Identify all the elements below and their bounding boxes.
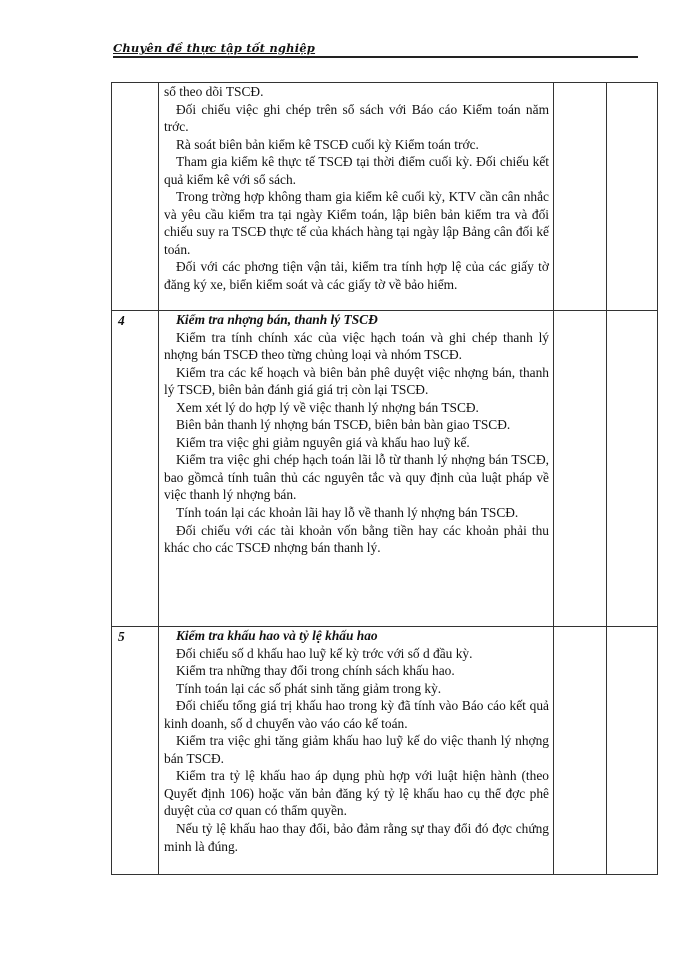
section-title: Kiểm tra nhợng bán, thanh lý TSCĐ (176, 312, 378, 327)
table-row (112, 83, 658, 311)
paragraph: Kiểm tra tính chính xác của việc hạch toán và ghi chép thanh lý nhợng bán TSCĐ theo từng chủng loại và nhóm TSCĐ. (164, 329, 549, 363)
paragraph: Kiểm tra việc ghi tăng giảm khấu hao luỹ kế do việc thanh lý nhợng bán TSCĐ. (164, 733, 549, 766)
paragraph: Trong trờng hợp không tham gia kiểm kê cuối kỳ, KTV cần cân nhắc và yêu cầu kiểm tra tại ngày Kiểm toán, lập biên bản kiểm tra và đối chiếu suy ra TSCĐ thực tế của khách hàng tại ngày lập Bảng cân đối kế toán. (164, 189, 549, 257)
paragraph: Đối chiếu số d khấu hao luỹ kế kỳ trớc với số d đầu kỳ. (176, 645, 473, 661)
paragraph: Kiểm tra các kế hoạch và biên bản phê duyệt việc nhợng bán, thanh lý TSCĐ, biên bản đánh giá giá trị còn lại TSCĐ. (164, 364, 549, 398)
row-content (159, 83, 554, 311)
section-title: Kiểm tra khấu hao và tỷ lệ khấu hao (176, 628, 378, 643)
empty-cell (554, 83, 607, 311)
paragraph: Đối chiếu tổng giá trị khấu hao trong kỳ đã tính vào Báo cáo kết quả kinh doanh, số d chuyển vào váo cáo kế toán. (164, 698, 549, 731)
empty-cell (607, 627, 658, 875)
empty-cell (607, 83, 658, 311)
audit-procedures-table (111, 82, 658, 875)
paragraph: Kiểm tra việc ghi chép hạch toán lãi lỗ từ thanh lý nhợng bán TSCĐ, bao gồmcả tính tuân thủ các nguyên tắc và quy định của luật pháp về việc thanh lý nhợng bán. (164, 452, 549, 503)
paragraph: Xem xét lý do hợp lý về việc thanh lý nhợng bán TSCĐ. (176, 399, 479, 415)
empty-cell (607, 311, 658, 627)
paragraph: sổ theo dõi TSCĐ. (164, 84, 264, 99)
document-title: Chuyên đề thực tập tốt nghiệp (113, 41, 316, 55)
paragraph: Tham gia kiểm kê thực tế TSCĐ tại thời điểm cuối kỳ. Đối chiếu kết quả kiểm kê với sổ sách. (164, 154, 549, 187)
paragraph: Rà soát biên bản kiểm kê TSCĐ cuối kỳ Kiểm toán trớc. (176, 136, 479, 152)
row-content (159, 627, 554, 875)
paragraph: Đối chiếu việc ghi chép trên sổ sách với Báo cáo Kiểm toán năm trớc. (164, 101, 549, 135)
row-number: 5 (112, 627, 159, 875)
paragraph: Kiểm tra việc ghi giảm nguyên giá và khấu hao luỹ kế. (176, 434, 470, 450)
paragraph: Tính toán lại các khoản lãi hay lỗ về thanh lý nhợng bán TSCĐ. (176, 505, 519, 521)
table-row (112, 311, 658, 627)
paragraph: Kiểm tra tỷ lệ khấu hao áp dụng phù hợp với luật hiện hành (theo Quyết định 106) hoặc văn bản đăng ký tỷ lệ khấu hao cụ thể đợc phê duyệt của cơ quan có thẩm quyền. (164, 768, 549, 819)
row-number: 4 (112, 311, 159, 627)
paragraph: Nếu tỷ lệ khấu hao thay đổi, bảo đảm rằng sự thay đổi đó đợc chứng minh là đúng. (164, 821, 549, 854)
row-number (112, 83, 159, 311)
row-content (159, 311, 554, 627)
empty-cell (554, 627, 607, 875)
paragraph: Kiểm tra những thay đổi trong chính sách khấu hao. (176, 663, 455, 679)
empty-cell (554, 311, 607, 627)
paragraph: Đối chiếu với các tài khoản vốn bằng tiền hay các khoản phải thu khác cho các TSCĐ nhợng bán thanh lý. (164, 522, 549, 556)
paragraph: Tính toán lại các số phát sinh tăng giảm trong kỳ. (176, 680, 442, 696)
page-header (113, 40, 638, 58)
paragraph: Biên bản thanh lý nhợng bán TSCĐ, biên bản bàn giao TSCĐ. (176, 417, 511, 433)
table-row (112, 627, 658, 875)
paragraph: Đối với các phơng tiện vận tải, kiểm tra tính hợp lệ của các giấy tờ đăng ký xe, biển kiểm soát và các giấy tờ về bảo hiểm. (164, 259, 549, 293)
